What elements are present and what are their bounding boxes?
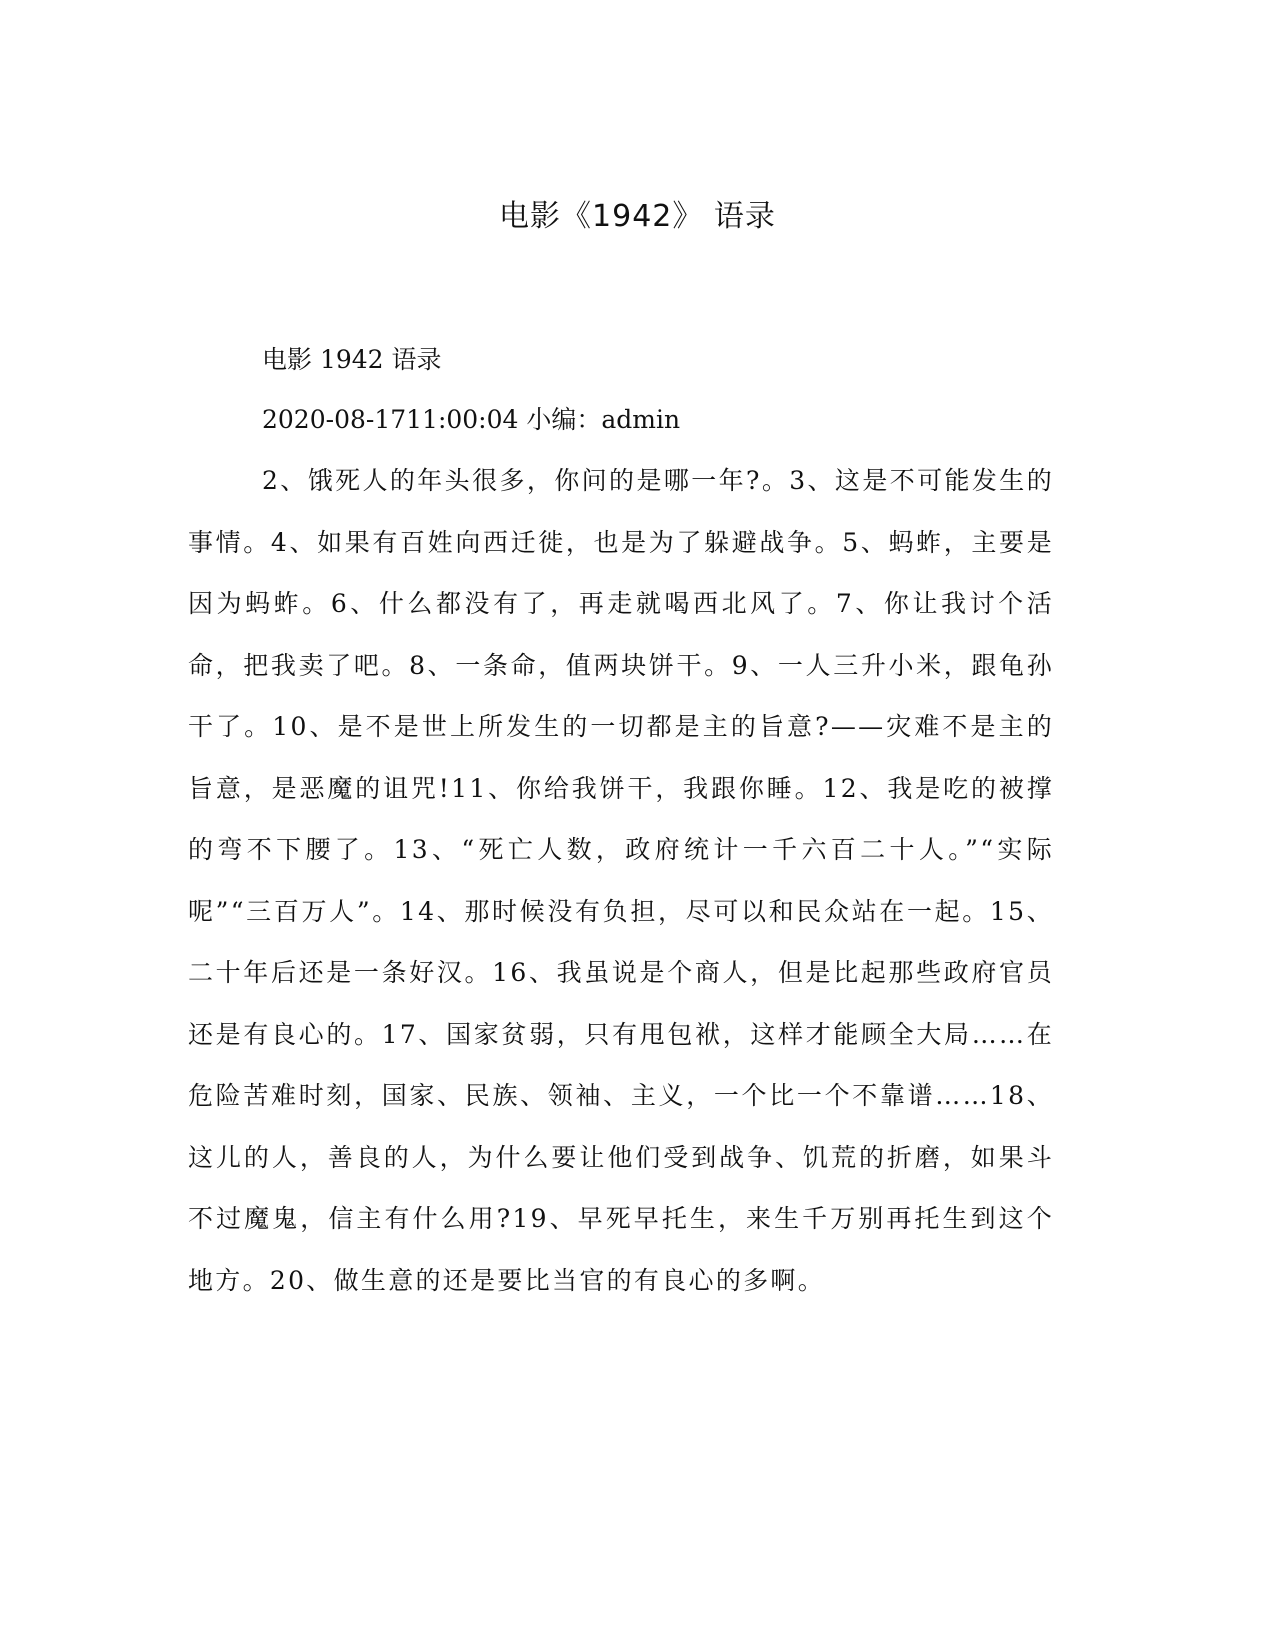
- document-content: [188, 330, 1054, 1311]
- document-byline: 2020-08-1711:00:04 小编：admin: [262, 405, 681, 434]
- document-body-paragraph: 2、饿死人的年头很多，你问的是哪一年?。3、这是不可能发生的事情。4、如果有百姓向西迁徙，也是为了躲避战争。5、蚂蚱，主要是因为蚂蚱。6、什么都没有了，再走就喝西北风了。7、你让我讨个活命，把我卖了吧。8、一条命，值两块饼干。9、一人三升小米，跟龟孙干了。10、是不是世上所发生的一切都是主的旨意?——灾难不是主的旨意，是恶魔的诅咒!11、你给我饼干，我跟你睡。12、我是吃的被撑的弯不下腰了。13、“死亡人数，政府统计一千六百二十人。”“实际呢”“三百万人”。14、那时候没有负担，尽可以和民众站在一起。15、二十年后还是一条好汉。16、我虽说是个商人，但是比起那些政府官员还是有良心的。17、国家贫弱，只有甩包袱，这样才能顾全大局……在危险苦难时刻，国家、民族、领袖、主义，一个比一个不靠谱……18、这儿的人，善良的人，为什么要让他们受到战争、饥荒的折磨，如果斗不过魔鬼，信主有什么用?19、早死早托生，来生千万别再托生到这个地方。20、做生意的还是要比当官的有良心的多啊。: [188, 466, 1054, 1295]
- document-title: 电影《1942》 语录: [499, 199, 776, 234]
- document-subtitle: 电影 1942 语录: [262, 345, 442, 374]
